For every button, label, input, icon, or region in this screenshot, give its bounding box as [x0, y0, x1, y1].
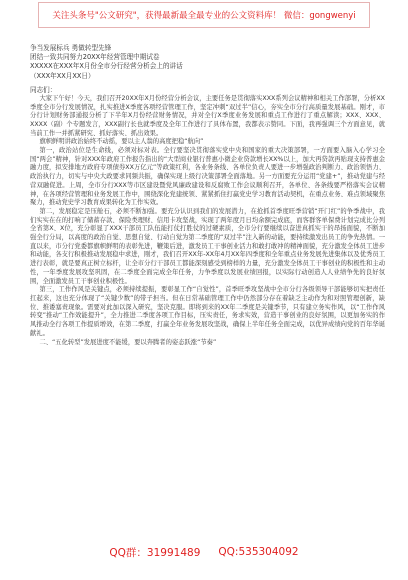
- footer-qq-group: QQ群：31991489: [109, 546, 201, 559]
- paragraph-point-1: 第一，政治站位是生命线，必须对标对表。全行要坚决贯彻落实党中央和国家的重大决策部署，一方面要入脑入心学习全国“两会”精神，针对XXX年政府工作报告指出的“大型商业银行普惠小微企业贷款增长XX%以上，加大再贷款再贴现支持普惠金融力度，拟安排地方政府专项债券XX万亿元”等政策红利，各业务条线、各单位负责人要进一步增强政治判断力、政治领悟力、政治执行力，切实与中央大政要求同频共振，确保实现上级行决策部署全面落地。另一方面要充分运用“党建+”，推动党建与经营双融促进。上周，全市分行XXX等市区建设暨党风廉政建设和反腐败工作会议顺利召开，各单位、各条线要严格落实会议精神，在各项经营管理和业务发展工作中，围绕深化党建统领、紧紧抓住打赢党史学习教育活动契机，在重点业务、难点领域聚焦聚力，推动党史学习教育成果转化为工作实效。: [30, 147, 385, 207]
- meta-date: （XXX年XX月XX日）: [30, 71, 95, 80]
- footer-qq-contact: QQ:535304092: [218, 546, 299, 558]
- document-meta: [30, 44, 385, 81]
- document-body: [30, 44, 385, 347]
- paragraph-point-3: 第三，工作作风是关键点，必须持续提振，要彰显工作“自觉性”，首季旺季攻坚战中全市分行各级领导干部能够切实把责任扛起来，这也充分体现了“关键少数”的带子担当。但在日常基础管理工作中仍然部分存在着缺乏主动作为和对照管理创新，缺位、推诿塞责现象。需要对此加以深入研究，坚决克服。即将到来的XX年二季度是关键季节，只有建立务实作风，以“工作作风转变”推动“工作效能提升”，全力推进二季度各项工作目标，压实责任，务求实效，营造干事创业的良好氛围，以更加务实的作风推动全行各项工作提质增效，在第二季度，打赢全年业务发展攻坚战，确保上半年任务全面完成，以优异成绩向党的百年华诞献礼。: [30, 286, 385, 337]
- footer-contacts: [0, 540, 408, 564]
- promo-banner: [38, 2, 370, 28]
- promo-banner-text: 关注头条号"公文研究"，获得最新最全最专业的公文资料库！ 微信：gongwenyi: [52, 11, 356, 21]
- paragraph-point-2: 第二，发展稳定是压舱石，必须不断加强。要充分认识到我们的发展潜力，在抢抓首季度旺季营销“开门红”的争季战中，我们实实在在的打响了储蓄存款、保险类理财、信用卡攻坚战，实现了两年度月日均余额完成底，而客群客单保费计划完成比分列全省第X、X位，充分彰显了XXX干部员工队伍能打仗打胜仗的过硬素质，全市分行要继续以奋进真抓实干的昂扬面貌，不断加强全行分局，以高度的政治自觉、思想自觉、行动自觉为第二季度的“双过半”注入新的动能，要持续激发出员工的争先热情。一直以来，市分行党委都旗帜鲜明的表彰先进，鞭策后进，激发员工干事创业活力和敢打敢冲的精神面貌，充分激发全体员工进步和动能，各支行积极推动发展稳中求进，刚才，我们召开XX年-XX年4月XX年四季度和全年重点业务发展先进集体以及优秀员工进行表彰，就是要真正树立标杆，让全市分行干部员工都能深刻感受到榜样的力量，充分激发全体员工干事创业的积极性和主动性，一年季度发展攻坚巩固，在二季度全面完成全年任务，力争季度以发展业绩回报，以实际行动创造人人业绩争先的良好氛围，全面激发员工干事创业积极性。: [30, 207, 385, 285]
- paragraph-heading-2: 二、“五化转型”发展进度不能缓，要以奔腾者的姿态跃涨“节奏”: [39, 338, 217, 346]
- paragraph-intro: 大家下午好！今天，我们召开20XX年X月份经营分析会议，主要任务是贯彻落实XXX系列会议精神和相关工作部署，分析XX季度全市分行发展情况，扎实推进X季度各项经营管理工作，坚定冲刺“双过半”信心，夯实全市分行高质量发展基础。刚才，市分行计划财务部通报分析了下半年X月份经营财务情况，并对全行X季度业务发展和重点工作进行了重点解读；XXX、XXX、XXXX（副）个专题发言，XXX副行长也就季度及全年工作进行了具体布置，我都表示赞同。下面，我再强调三个方面意见，就当前工作一并抓紧研究、抓好落实、抓出效果。: [30, 94, 385, 137]
- meta-subtitle: 团结一致共同努力20XX年经营管理中期试卷: [30, 53, 160, 62]
- paragraph-heading-1: 旗帜鲜明讲政治始终不动摇，要以主人翁的高度把稳“航向”: [39, 138, 204, 146]
- meta-slogan: 争当发展标兵 勇做转型先锋: [30, 44, 112, 52]
- meta-speech-title: XXXXX在XXX年X月份全市分行经营分析会上的讲话: [30, 62, 183, 71]
- greeting: 同志们：: [30, 85, 57, 94]
